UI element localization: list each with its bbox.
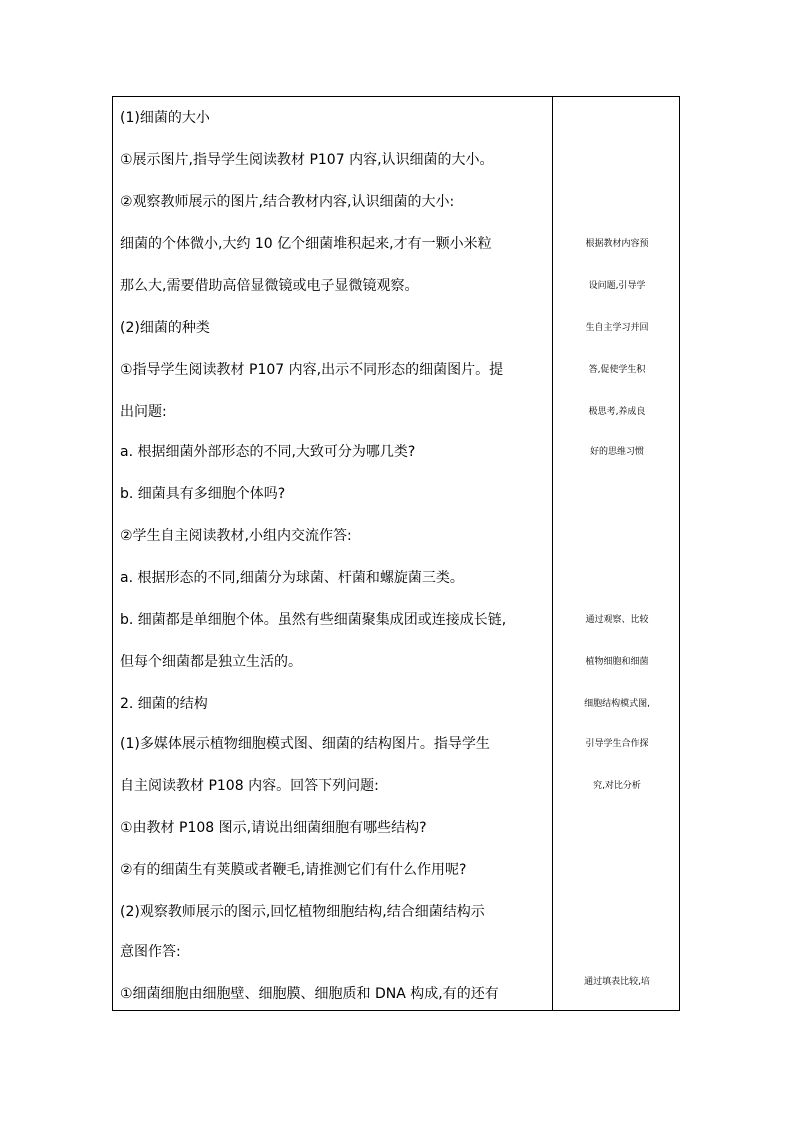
text-line: b. 细菌具有多细胞个体吗? [120, 486, 286, 502]
intent-line: 生自主学习并回 [585, 323, 649, 333]
text-line: ①细菌细胞由细胞壁、细胞膜、细胞质和 DNA 构成,有的还有 [120, 986, 499, 1002]
intent-line: 引导学生合作探 [585, 739, 649, 749]
intent-line: 极思考,养成良 [588, 407, 646, 417]
text-line: (1)细菌的大小 [120, 110, 210, 126]
intent-line: 设问题,引导学 [588, 281, 646, 291]
text-line: 自主阅读教材 P108 内容。回答下列问题: [120, 778, 379, 794]
intent-line: 通过观察、比较 [585, 615, 649, 625]
text-line: ①由教材 P108 图示,请说出细菌细胞有哪些结构? [120, 820, 427, 836]
text-line: 出问题: [120, 404, 167, 420]
intent-line: 答,促使学生积 [588, 365, 646, 375]
text-line: a. 根据细菌外部形态的不同,大致可分为哪几类? [120, 444, 416, 460]
column-divider [552, 97, 553, 1010]
text-line: (2)细菌的种类 [120, 320, 210, 336]
intent-line: 好的思维习惯 [589, 447, 644, 457]
text-line: a. 根据形态的不同,细菌分为球菌、杆菌和螺旋菌三类。 [120, 570, 464, 586]
text-line: 但每个细菌都是独立生活的。 [120, 654, 302, 670]
intent-line: 通过填表比较,培 [584, 977, 650, 987]
text-line: b. 细菌都是单细胞个体。虽然有些细菌聚集成团或连接成长链, [120, 612, 507, 628]
lesson-table [112, 96, 680, 1011]
text-line: 细菌的个体微小,大约 10 亿个细菌堆积起来,才有一颗小米粒 [120, 236, 492, 252]
intent-line: 究,对比分析 [593, 781, 641, 791]
text-line: (1)多媒体展示植物细胞模式图、细菌的结构图片。指导学生 [120, 736, 490, 752]
text-line: 意图作答: [120, 944, 181, 960]
text-line: ①展示图片,指导学生阅读教材 P107 内容,认识细菌的大小。 [120, 152, 494, 168]
text-line: ②有的细菌生有荚膜或者鞭毛,请推测它们有什么作用呢? [120, 862, 467, 878]
intent-line: 植物细胞和细菌 [585, 657, 649, 667]
text-line: 那么大,需要借助高倍显微镜或电子显微镜观察。 [120, 278, 419, 294]
text-line: ①指导学生阅读教材 P107 内容,出示不同形态的细菌图片。提 [120, 362, 504, 378]
text-line: 2. 细菌的结构 [120, 696, 208, 712]
intent-line: 细胞结构模式图, [584, 699, 650, 709]
text-line: (2)观察教师展示的图示,回忆植物细胞结构,结合细菌结构示 [120, 904, 485, 920]
intent-line: 根据教材内容预 [585, 239, 649, 249]
text-line: ②观察教师展示的图片,结合教材内容,认识细菌的大小: [120, 194, 455, 210]
text-line: ②学生自主阅读教材,小组内交流作答: [120, 528, 352, 544]
